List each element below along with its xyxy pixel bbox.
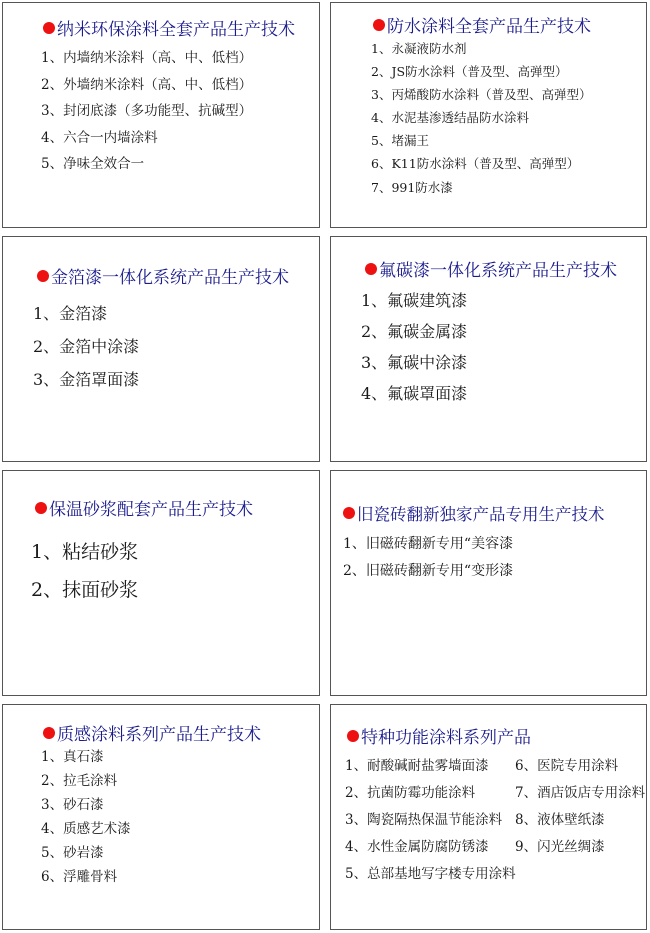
list-item: 2、外墙纳米涂料（高、中、低档）	[41, 76, 253, 93]
list-item: 4、六合一内墙涂料	[41, 129, 158, 146]
panel-title: 特种功能涂料系列产品	[347, 723, 531, 748]
panel-nano-coatings	[2, 2, 320, 228]
panel-title: 氟碳漆一体化系统产品生产技术	[365, 256, 617, 281]
bullet-dot-icon	[43, 727, 55, 739]
panel-waterproof-coatings	[330, 2, 647, 228]
list-item: 1、内墙纳米涂料（高、中、低档）	[41, 50, 253, 66]
list-item: 3、氟碳中涂漆	[361, 353, 468, 372]
list-item: 6、K11防水涂料（普及型、高弹型）	[371, 156, 580, 172]
bullet-dot-icon	[37, 270, 49, 282]
panel-special-coatings	[330, 704, 647, 930]
list-item: 3、封闭底漆（多功能型、抗碱型）	[41, 103, 253, 119]
list-item: 5、总部基地写字楼专用涂料	[345, 866, 516, 882]
bullet-dot-icon	[35, 502, 47, 514]
list-item: 3、金箔罩面漆	[33, 370, 140, 389]
product-list	[31, 533, 138, 609]
list-item: 2、JS防水涂料（普及型、高弹型）	[371, 64, 568, 80]
bullet-dot-icon	[343, 507, 355, 519]
list-item: 1、永凝液防水剂	[371, 41, 467, 56]
bullet-dot-icon	[43, 22, 55, 34]
list-item: 1、耐酸碱耐盐雾墙面漆	[345, 758, 489, 774]
list-item: 3、陶瓷隔热保温节能涂料	[345, 812, 503, 828]
list-item: 2、抗菌防霉功能涂料	[345, 785, 476, 801]
list-item: 2、金箔中涂漆	[33, 337, 140, 356]
panel-title: 质感涂料系列产品生产技术	[43, 720, 261, 745]
list-item: 5、净味全效合一	[41, 156, 145, 172]
panel-insulation-mortar	[2, 470, 320, 696]
list-item: 3、丙烯酸防水涂料（普及型、高弹型）	[371, 87, 592, 103]
list-item: 6、浮雕骨料	[41, 869, 118, 885]
list-item: 1、氟碳建筑漆	[361, 291, 468, 310]
list-item: 4、质感艺术漆	[41, 821, 131, 837]
bullet-dot-icon	[373, 19, 385, 31]
panel-title: 保温砂浆配套产品生产技术	[35, 495, 253, 520]
bullet-dot-icon	[365, 263, 377, 275]
panel-title: 旧瓷砖翻新独家产品专用生产技术	[343, 501, 605, 525]
list-item: 3、砂石漆	[41, 797, 104, 813]
panel-gold-foil-paint	[2, 236, 320, 462]
panel-tile-renovation	[330, 470, 647, 696]
list-item: 7、991防水漆	[371, 179, 453, 195]
product-list	[41, 45, 252, 178]
product-list-left	[345, 753, 516, 888]
list-item: 2、抹面砂浆	[31, 579, 139, 601]
panel-fluorocarbon-paint	[330, 236, 647, 462]
bullet-dot-icon	[347, 730, 359, 742]
list-item: 8、液体壁纸漆	[515, 812, 605, 828]
list-item: 2、氟碳金属漆	[361, 322, 468, 341]
panel-title: 纳米环保涂料全套产品生产技术	[43, 15, 295, 40]
product-list	[343, 531, 513, 585]
product-list	[361, 285, 467, 409]
list-item: 6、医院专用涂料	[515, 758, 619, 774]
panel-title: 金箔漆一体化系统产品生产技术	[37, 263, 289, 288]
panel-texture-coatings	[2, 704, 320, 930]
product-list	[33, 297, 139, 396]
list-item: 1、旧磁砖翻新专用“美容漆	[343, 536, 514, 552]
list-item: 5、堵漏王	[371, 133, 429, 149]
panel-title: 防水涂料全套产品生产技术	[373, 12, 591, 37]
list-item: 4、水泥基渗透结晶防水涂料	[371, 110, 529, 126]
list-item: 2、拉毛涂料	[41, 773, 118, 789]
list-item: 9、闪光丝绸漆	[515, 839, 605, 855]
list-item: 4、氟碳罩面漆	[361, 384, 468, 403]
list-item: 4、水性金属防腐防锈漆	[345, 839, 489, 855]
list-item: 7、酒店饭店专用涂料	[515, 785, 646, 801]
list-item: 1、金箔漆	[33, 304, 108, 323]
list-item: 2、旧磁砖翻新专用“变形漆	[343, 563, 514, 579]
product-list-right	[515, 753, 645, 861]
list-item: 1、真石漆	[41, 749, 104, 765]
list-item: 5、砂岩漆	[41, 845, 104, 861]
product-list	[371, 37, 591, 199]
product-list	[41, 745, 131, 889]
list-item: 1、粘结砂浆	[31, 541, 139, 563]
